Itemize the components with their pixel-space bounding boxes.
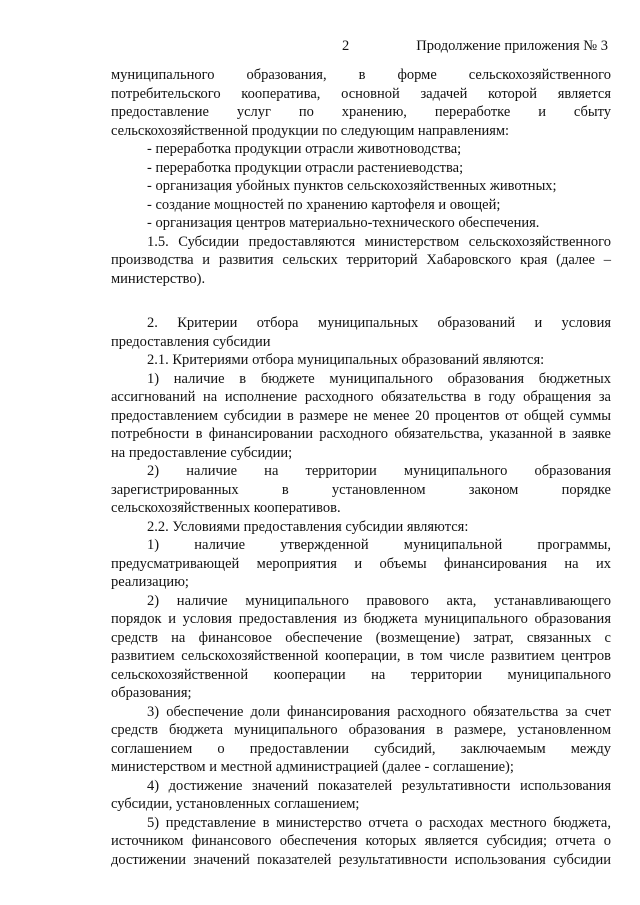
- text-line: 2) наличие муниципального правового акта, устанавливающего: [147, 592, 611, 609]
- text-line: 1.5. Субсидии предоставляются министерством сельскохозяйственного: [147, 233, 611, 250]
- text-line: министерством и местной администрацией (далее - соглашение);: [111, 759, 514, 775]
- continuation-label: Продолжение приложения № 3: [416, 38, 608, 54]
- text-line: министерство).: [111, 270, 206, 287]
- condition-item-1: [111, 536, 611, 592]
- criteria-item-2: [111, 462, 611, 518]
- text-line: 3) обеспечение доли финансирования расходного обязательства за счет: [147, 703, 611, 720]
- text-line: на предоставление субсидии;: [111, 444, 293, 461]
- condition-item-3: [111, 703, 611, 777]
- condition-item-4: [111, 777, 611, 814]
- text-line: зарегистрированных в установленном законом порядке: [111, 481, 611, 498]
- text-line: предоставление услуг по хранению, переработке и сбыту: [111, 104, 611, 120]
- text-line: достижении значений показателей результативности использования субсидии: [111, 851, 611, 868]
- text-line: 4) достижение значений показателей результативности использования: [147, 777, 611, 794]
- text-line: средств на финансовое обеспечение (возмещение) затрат, связанных с: [111, 629, 611, 646]
- text-line: источником финансового обеспечения которых является субсидия; отчета о: [111, 833, 611, 849]
- text-line: соглашением о предоставлении субсидий, заключаемым между: [111, 740, 611, 757]
- text-line: потребности в финансировании расходного обязательства, указанной в заявке: [111, 426, 611, 442]
- text-line: развитием сельскохозяйственной кооперации, в том числе развитием центров: [111, 648, 611, 664]
- spacer: [111, 288, 611, 314]
- text-line: ассигнований на исполнение расходного обязательства в году обращения за: [111, 389, 611, 405]
- list-item: - организация центров материально-технического обеспечения.: [147, 215, 540, 231]
- intro-paragraph: [111, 66, 611, 140]
- text-line: потребительского кооператива, основной задачей которой является: [111, 85, 611, 102]
- text-line: 1) наличие утвержденной муниципальной программы,: [147, 537, 611, 553]
- text-line: субсидии, установленных соглашением;: [111, 796, 360, 812]
- list-item: - создание мощностей по хранению картофеля и овощей;: [147, 196, 501, 213]
- text-line: средств бюджета муниципального образования в размере, установленном: [111, 722, 611, 738]
- text-line: сельскохозяйственных кооперативов.: [111, 500, 341, 516]
- directions-list: [111, 140, 611, 233]
- condition-item-5: [111, 814, 611, 870]
- clause-2-2: 2.2. Условиями предоставления субсидии являются:: [147, 518, 469, 535]
- text-line: производства и развития сельских территорий Хабаровского края (далее –: [111, 252, 611, 268]
- text-line: образования;: [111, 685, 192, 701]
- list-item: - переработка продукции отрасли животноводства;: [147, 141, 462, 157]
- list-item: - переработка продукции отрасли растениеводства;: [147, 159, 464, 176]
- text-line: реализацию;: [111, 574, 189, 590]
- text-line: сельскохозяйственной продукции по следующим направлениям:: [111, 122, 510, 139]
- list-item: - организация убойных пунктов сельскохозяйственных животных;: [147, 178, 557, 194]
- condition-item-2: [111, 592, 611, 703]
- text-line: сельскохозяйственной кооперации на территории муниципального: [111, 666, 611, 683]
- text-line: порядок и условия предоставления из бюджета муниципального образования: [111, 611, 611, 627]
- text-line: муниципального образования, в форме сельскохозяйственного: [111, 67, 611, 83]
- document-body: [111, 66, 611, 869]
- text-line: 2) наличие на территории муниципального образования: [147, 463, 611, 479]
- criteria-item-1: [111, 370, 611, 463]
- text-line: 2. Критерии отбора муниципальных образований и условия: [147, 315, 611, 331]
- page-header: [0, 37, 640, 57]
- text-line: 1) наличие в бюджете муниципального образования бюджетных: [147, 370, 611, 387]
- text-line: предоставления субсидии: [111, 333, 271, 350]
- text-line: 5) представление в министерство отчета о расходах местного бюджета,: [147, 814, 611, 831]
- clause-2-1: 2.1. Критериями отбора муниципальных образований являются:: [147, 352, 545, 368]
- clause-1-5: [111, 233, 611, 289]
- text-line: предоставлением субсидии в размере не менее 20 процентов от общей суммы: [111, 407, 611, 424]
- page-number: 2: [342, 38, 350, 54]
- text-line: предусматривающей мероприятия и объемы финансирования на их: [111, 555, 611, 572]
- section-2-heading: [111, 314, 611, 351]
